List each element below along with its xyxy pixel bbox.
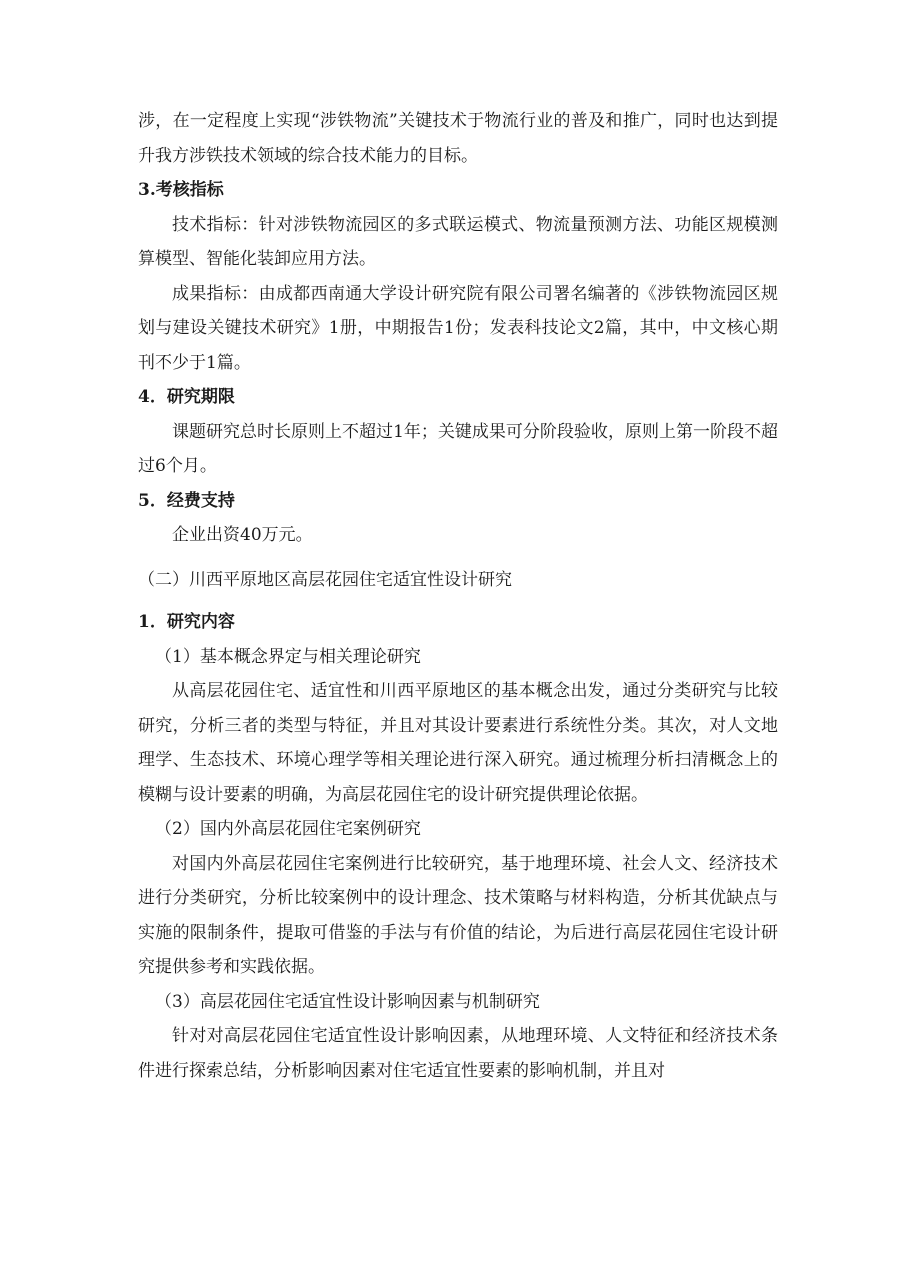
paragraph-basic-concepts: 从高层花园住宅、适宜性和川西平原地区的基本概念出发，通过分类研究与比较研究，分析三者的类型与特征，并且对其设计要素进行系统性分类。其次，对人文地理学、生态技术、环境心理学等相关理论进行深入研究。通过梳理分析扫清概念上的模糊与设计要素的明确，为高层花园住宅的设计研究提供理论依据。 (138, 681, 778, 805)
paragraph-funding: 企业出资40万元。 (172, 525, 313, 545)
paragraph-goal-continuation: 涉，在一定程度上实现“涉铁物流”关键技术于物流行业的普及和推广，同时也达到提升我方涉铁技术领域的综合技术能力的目标。 (138, 111, 778, 166)
heading-research-period: 4．研究期限 (138, 387, 235, 407)
paragraph-research-period: 课题研究总时长原则上不超过1年；关键成果可分阶段验收，原则上第一阶段不超过6个月。 (138, 421, 778, 476)
paragraph-case-study: 对国内外高层花园住宅案例进行比较研究，基于地理环境、社会人文、经济技术进行分类研究，分析比较案例中的设计理念、技术策略与材料构造，分析其优缺点与实施的限制条件，提取可借鉴的手法与有价值的结论，为后进行高层花园住宅设计研究提供参考和实践依据。 (138, 853, 778, 977)
heading-funding: 5．经费支持 (138, 490, 235, 511)
paragraph-influence-factors: 针对对高层花园住宅适宜性设计影响因素，从地理环境、人文特征和经济技术条件进行探索总结，分析影响因素对住宅适宜性要素的影响机制，并且对 (138, 1026, 778, 1081)
subheading-2: （2）国内外高层花园住宅案例研究 (155, 819, 421, 839)
section-title-2: （二）川西平原地区高层花园住宅适宜性设计研究 (138, 569, 512, 590)
paragraph-result-indicators: 成果指标：由成都西南通大学设计研究院有限公司署名编著的《涉铁物流园区规划与建设关键技术研究》1册，中期报告1份；发表科技论文2篇，其中，中文核心期刊不少于1篇。 (138, 283, 778, 373)
heading-assessment-indicators: 3.考核指标 (138, 180, 224, 200)
heading-research-content: 1．研究内容 (138, 612, 235, 632)
subheading-3: （3）高层花园住宅适宜性设计影响因素与机制研究 (155, 991, 540, 1012)
subheading-1: （1）基本概念界定与相关理论研究 (155, 646, 421, 667)
paragraph-technical-indicators: 技术指标：针对涉铁物流园区的多式联运模式、物流量预测方法、功能区规模测算模型、智能化装卸应用方法。 (138, 214, 778, 269)
document-body (138, 104, 778, 1088)
